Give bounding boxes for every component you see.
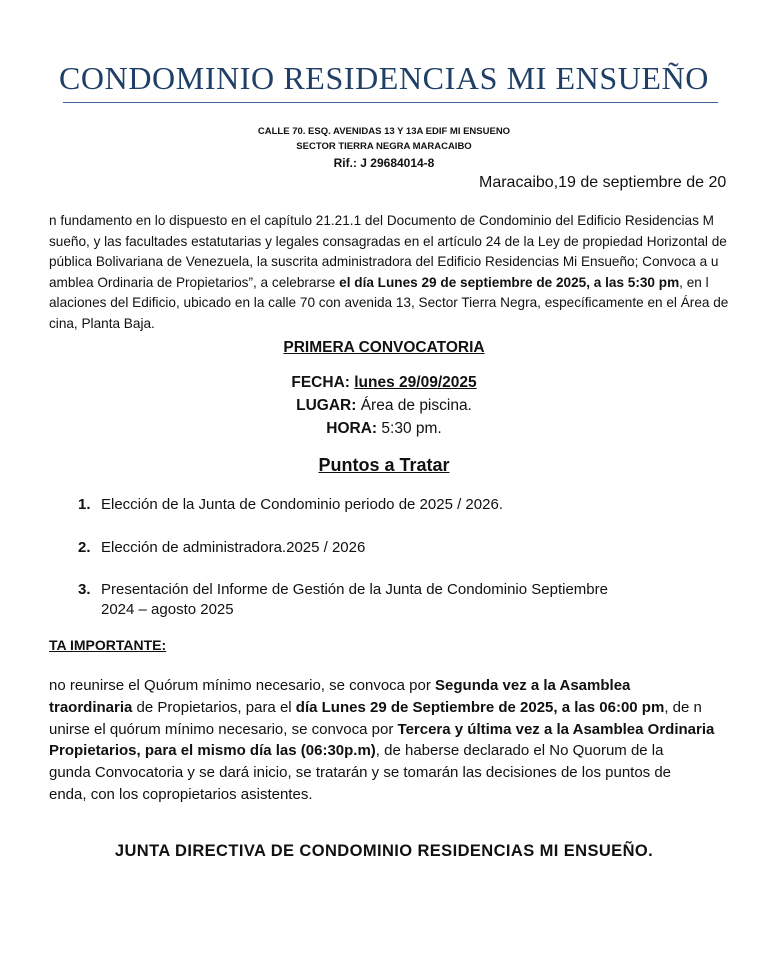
nota-line-3-a: unirse el quórum mínimo necesario, se convoca por	[49, 720, 398, 738]
nota-line-1-b: Segunda vez a la Asamblea	[435, 677, 631, 694]
lugar-label: LUGAR:	[296, 397, 357, 414]
nota-line-3	[49, 719, 714, 741]
nota-line-6: enda, con los copropietarios asistentes.	[49, 785, 313, 803]
intro-paragraph	[49, 211, 728, 334]
intro-line-4	[49, 273, 728, 294]
agenda-item-text: Presentación del Informe de Gestión de la Junta de Condominio Septiembre 2024 – agosto 2025	[101, 581, 608, 618]
address-line-2: SECTOR TIERRA NEGRA MARACAIBO	[296, 141, 472, 152]
intro-line-5: alaciones del Edificio, ubicado en la calle 70 con avenida 13, Sector Tierra Negra, específicamente en el Área de	[49, 295, 729, 310]
nota-paragraph	[49, 675, 714, 806]
fecha-label: FECHA:	[291, 374, 350, 391]
intro-meeting-date: el día Lunes 29 de septiembre de 2025, a las 5:30 pm	[339, 274, 680, 290]
agenda-item	[78, 495, 641, 515]
title-divider	[63, 102, 718, 103]
lugar-value: Área de piscina.	[360, 397, 472, 414]
nota-line-2-d: , de n	[664, 698, 702, 716]
nota-line-4	[49, 740, 714, 762]
intro-line-2: sueño, y las facultades estatutarias y legales consagradas en el artículo 24 de la Ley de propiedad Horizontal de	[49, 233, 727, 249]
nota-importante-heading: TA IMPORTANTE:	[49, 637, 167, 653]
date-line: Maracaibo,19 de septiembre de 20	[479, 174, 727, 191]
puntos-heading: Puntos a Tratar	[318, 455, 450, 475]
nota-line-5: gunda Convocatoria y se dará inicio, se tratarán y se tomarán las decisiones de los puntos de	[49, 764, 672, 782]
nota-line-2	[49, 697, 714, 719]
nota-line-2-c: día Lunes 29 de Septiembre de 2025, a las 06:00 pm	[295, 698, 665, 716]
hora-value: 5:30 pm.	[381, 420, 442, 437]
primera-convocatoria-heading: PRIMERA CONVOCATORIA	[283, 339, 485, 356]
lugar-row	[0, 397, 768, 415]
rif-number: Rif.: J 29684014-8	[333, 156, 435, 170]
intro-line-4-a: amblea Ordinaria de Propietarios”, a celebrarse	[49, 274, 340, 290]
intro-line-1: n fundamento en lo dispuesto en el capítulo 21.21.1 del Documento de Condominio del Edificio Residencias M	[49, 213, 714, 228]
agenda-item	[78, 538, 641, 558]
nota-line-2-b: de Propietarios, para el	[132, 698, 296, 716]
nota-line-2-a: traordinaria	[49, 698, 133, 716]
intro-line-4-c: , en l	[679, 274, 709, 290]
agenda-item-number: 3.	[78, 581, 91, 598]
document-title: CONDOMINIO RESIDENCIAS MI ENSUEÑO	[58, 60, 710, 96]
fecha-row	[0, 374, 768, 392]
nota-line-1	[49, 675, 714, 697]
hora-label: HORA:	[326, 420, 378, 437]
signature-line: JUNTA DIRECTIVA DE CONDOMINIO RESIDENCIAS MI ENSUEÑO.	[114, 842, 654, 860]
hora-row	[0, 420, 768, 438]
nota-line-1-a: no reunirse el Quórum mínimo necesario, se convoca por	[49, 677, 436, 694]
agenda-item-number: 1.	[78, 496, 91, 513]
agenda-item	[78, 580, 641, 620]
nota-line-4-a: Propietarios, para el mismo día las (06:30p.m)	[49, 742, 376, 760]
intro-line-6: cina, Planta Baja.	[49, 315, 155, 331]
agenda-item-text: Elección de la Junta de Condominio periodo de 2025 / 2026.	[101, 496, 503, 513]
intro-line-3: pública Bolivariana de Venezuela, la suscrita administradora del Edificio Residencias Mi Ensueño; Convoca a u	[49, 254, 719, 269]
agenda-item-text: Elección de administradora.2025 / 2026	[101, 539, 366, 556]
address-line-1: CALLE 70. ESQ. AVENIDAS 13 Y 13A EDIF MI ENSUENO	[257, 126, 511, 137]
nota-line-4-b: , de haberse declarado el No Quorum de la	[375, 742, 664, 760]
agenda-item-number: 2.	[78, 539, 91, 556]
nota-line-3-b: Tercera y última vez a la Asamblea Ordinaria	[397, 720, 715, 738]
fecha-value: lunes 29/09/2025	[354, 374, 477, 391]
